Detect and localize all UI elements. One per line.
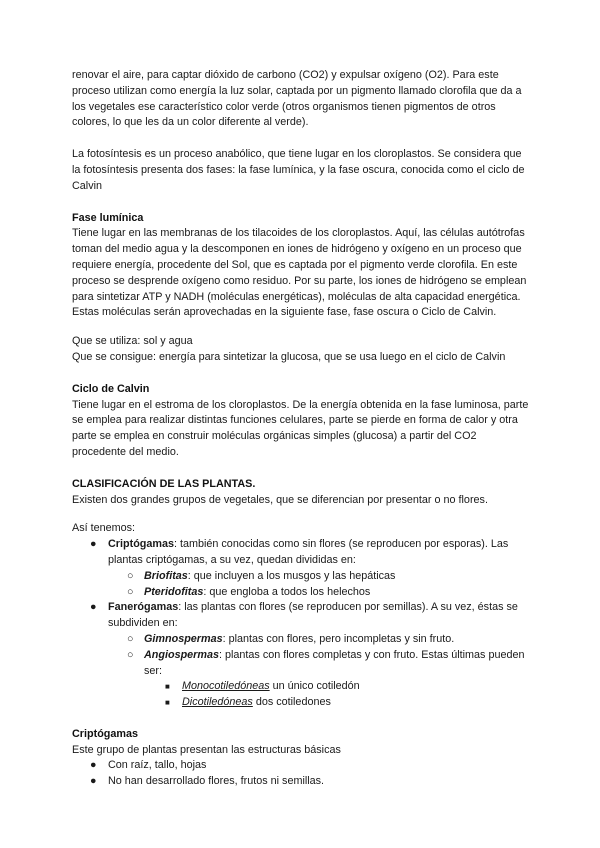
list-item-monocotiledoneas	[72, 679, 532, 695]
circle-bullet-icon: ○	[127, 648, 134, 661]
list-item-text: Con raíz, tallo, hojas	[108, 759, 207, 772]
list-item-fanerogamas	[72, 600, 532, 632]
light-phase-heading: Fase lumínica	[72, 211, 144, 224]
criptogamas-list	[72, 758, 532, 790]
intro-paragraph: renovar el aire, para captar dióxido de carbono (CO2) y expulsar oxígeno (O2). Para este proceso utilizan como energía la luz solar, captada por un pigmento llamado clorofila que da a los vegetales ese característico color verde (otros organismos tienen pigmentos de otros colores, lo que les da un color diferente al verde).	[72, 69, 522, 129]
list-item-text: No han desarrollado flores, frutos ni semillas.	[108, 775, 325, 788]
term-angiospermas: Angiospermas	[144, 648, 219, 661]
bullet-icon: ●	[90, 759, 97, 772]
classification-paragraph: Existen dos grandes grupos de vegetales, que se diferencian por presentar o no flores.	[72, 493, 488, 506]
circle-bullet-icon: ○	[127, 585, 134, 598]
circle-bullet-icon: ○	[127, 569, 134, 582]
list-item-angiospermas	[72, 648, 532, 680]
criptogamas-paragraph: Este grupo de plantas presentan las estructuras básicas	[72, 743, 341, 756]
photosynthesis-paragraph: La fotosíntesis es un proceso anabólico, que tiene lugar en los cloroplastos. Se considera que la fotosíntesis presenta dos fases: la fase lumínica, y la fase oscura, conocida como el ciclo de Calvin	[72, 148, 525, 192]
desc-gimnospermas: : plantas con flores, pero incompletas y sin fruto.	[222, 632, 455, 645]
criptogamas-heading: Criptógamas	[72, 727, 138, 740]
light-phase-uses: Que se utiliza: sol y agua	[72, 335, 193, 348]
square-bullet-icon: ■	[165, 682, 170, 692]
term-pteridofitas: Pteridofitas	[144, 585, 204, 598]
classification-heading: CLASIFICACIÓN DE LAS PLANTAS.	[72, 477, 256, 490]
list-item-dicotiledoneas	[72, 695, 532, 711]
term-dicotiledoneas: Dicotiledóneas	[182, 696, 253, 709]
desc-angiospermas: : plantas con flores completas y con fruto. Estas últimas pueden ser:	[144, 648, 525, 677]
desc-dicotiledoneas: dos cotiledones	[252, 696, 331, 709]
circle-bullet-icon: ○	[127, 632, 134, 645]
classification-intro: Así tenemos:	[72, 522, 136, 535]
term-gimnospermas: Gimnospermas	[144, 632, 223, 645]
desc-briofitas: : que incluyen a los musgos y las hepáticas	[187, 569, 396, 582]
classification-list	[72, 537, 532, 711]
square-bullet-icon: ■	[165, 698, 170, 708]
desc-fanerogamas: : las plantas con flores (se reproducen por semillas). A su vez, éstas se subdividen en:	[108, 601, 518, 630]
bullet-icon: ●	[90, 601, 97, 614]
bullet-icon: ●	[90, 775, 97, 788]
list-item-pteridofitas	[72, 585, 532, 601]
calvin-paragraph: Tiene lugar en el estroma de los cloroplastos. De la energía obtenida en la fase luminosa, parte se emplea para realizar distintas funciones celulares, parte se pierde en forma de calor y otra parte se emplea en construir moléculas orgánicas simples (glucosa) a partir del CO2 procedente del medio.	[72, 398, 529, 458]
list-item-criptogamas	[72, 537, 532, 569]
desc-pteridofitas: : que engloba a todos los helechos	[203, 585, 371, 598]
document-page	[72, 68, 532, 790]
term-fanerogamas: Fanerógamas	[108, 601, 179, 614]
calvin-heading: Ciclo de Calvin	[72, 382, 150, 395]
term-criptogamas: Criptógamas	[108, 538, 174, 551]
list-item	[72, 758, 532, 774]
term-briofitas: Briofitas	[144, 569, 188, 582]
desc-criptogamas: : también conocidas como sin flores (se reproducen por esporas). Las plantas criptógamas, a su vez, quedan divididas en:	[108, 538, 509, 566]
term-monocotiledoneas: Monocotiledóneas	[182, 680, 270, 693]
light-phase-paragraph: Tiene lugar en las membranas de los tilacoides de los cloroplastos. Aquí, las células autótrofas toman del medio agua y la descomponen en iones de hidrógeno y oxígeno en un proceso que requiere energía, procedente del Sol, que es captada por el pigmento verde clorofila. En este proceso se desprende oxígeno como residuo. Por su parte, los iones de hidrógeno se emplean para sintetizar ATP y NADH (moléculas energéticas), moléculas de alta capacidad energética. Estas moléculas serán aprovechadas en la siguiente fase, fase oscura o Ciclo de Calvin.	[72, 227, 527, 319]
desc-monocotiledoneas: un único cotiledón	[269, 680, 360, 693]
bullet-icon: ●	[90, 538, 97, 551]
list-item	[72, 774, 532, 790]
list-item-briofitas	[72, 569, 532, 585]
light-phase-gets: Que se consigue: energía para sintetizar la glucosa, que se usa luego en el ciclo de Calvin	[72, 350, 506, 363]
list-item-gimnospermas	[72, 632, 532, 648]
